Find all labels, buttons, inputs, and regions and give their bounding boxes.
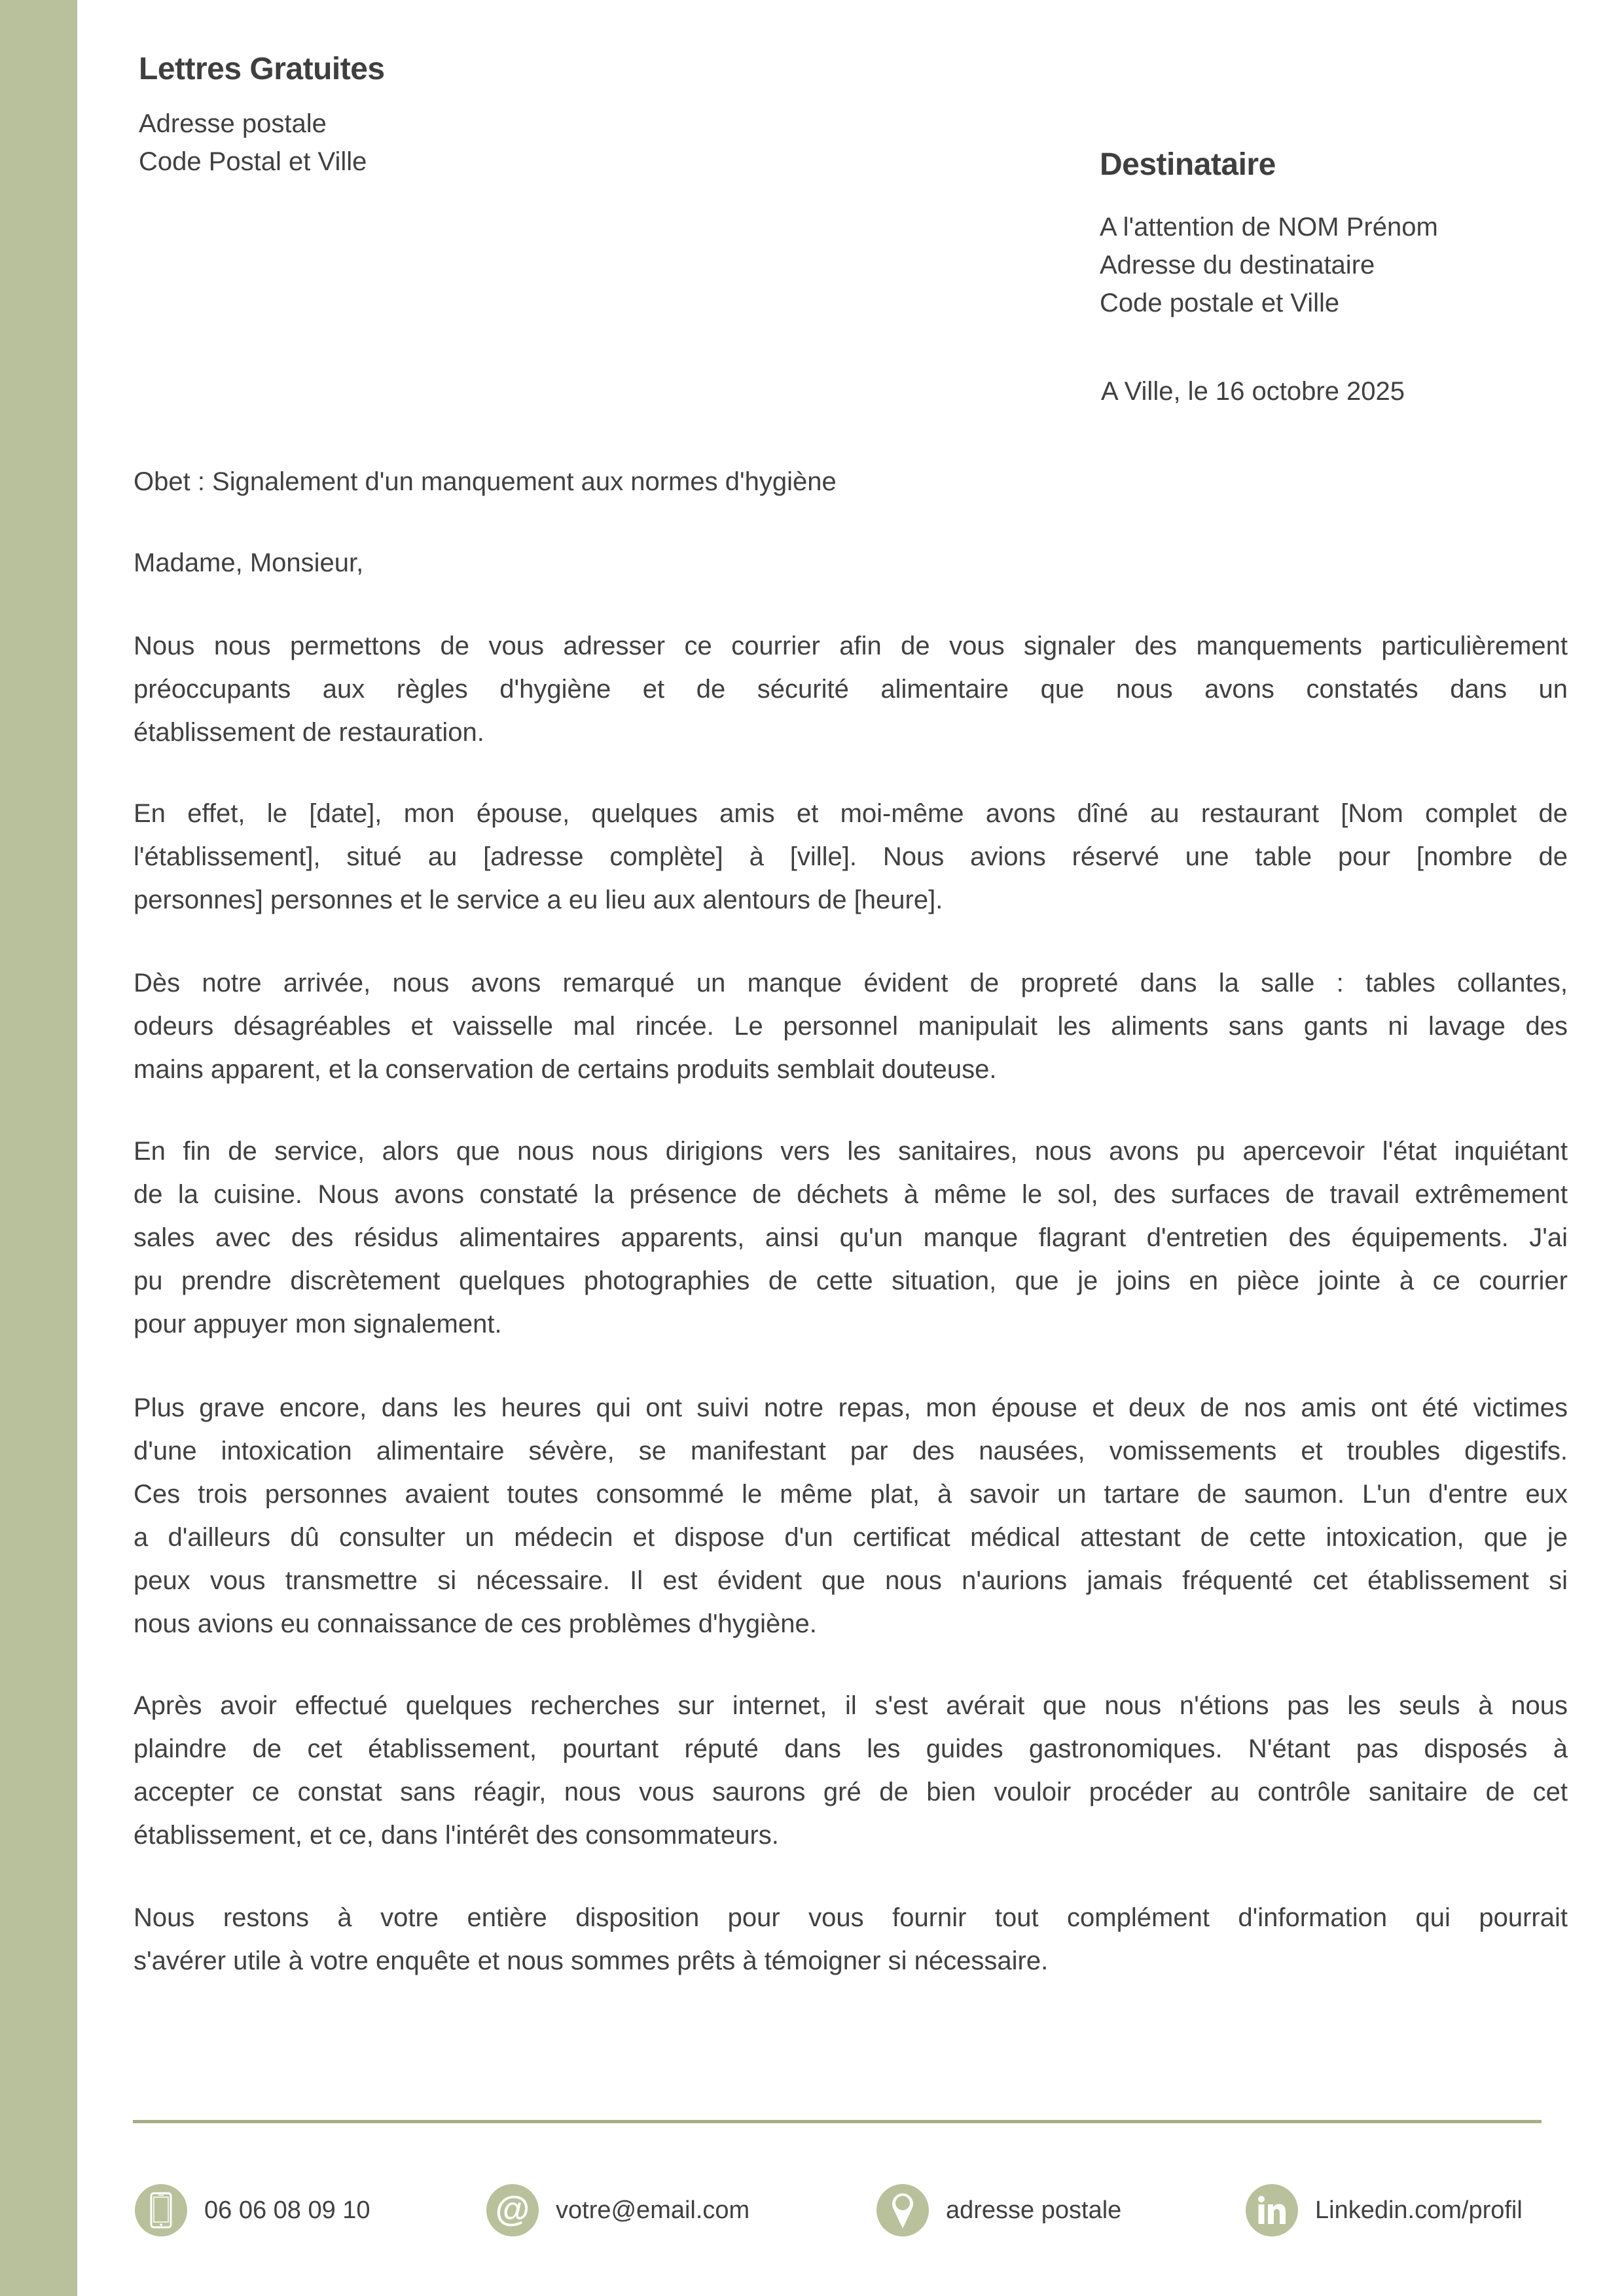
paragraph-line: de la cuisine. Nous avons constaté la présence de déchets à même le sol, des surfaces de travail extrêmement — [134, 1180, 1568, 1209]
paragraph-line: odeurs désagréables et vaisselle mal rincée. Le personnel manipulait les aliments sans gants ni lavage des — [134, 1012, 1568, 1041]
recipient-address — [1100, 208, 1438, 322]
svg-text:@: @ — [496, 2192, 530, 2229]
paragraph-line: mains apparent, et la conservation de certains produits semblait douteuse. — [134, 1055, 997, 1084]
email-address[interactable]: votre@email.com — [556, 2196, 750, 2224]
paragraph-5 — [134, 1386, 1568, 1645]
paragraph-3 — [134, 961, 1568, 1091]
contact-linkedin — [1246, 2184, 1523, 2236]
recipient-title: Destinataire — [1100, 147, 1276, 182]
phone-number[interactable]: 06 06 08 09 10 — [204, 2196, 370, 2224]
paragraph-line: pu prendre discrètement quelques photographies de cette situation, que je joins en pièce jointe à ce courrier — [134, 1266, 1568, 1295]
at-sign-icon — [486, 2184, 539, 2236]
linkedin-profile[interactable]: Linkedin.com/profil — [1315, 2196, 1523, 2224]
paragraph-line: plaindre de cet établissement, pourtant réputé dans les guides gastronomiques. N'étant pas disposés à — [134, 1734, 1568, 1763]
sender-city-line: Code Postal et Ville — [139, 147, 367, 176]
paragraph-line: personnes] personnes et le service a eu lieu aux alentours de [heure]. — [134, 886, 943, 914]
paragraph-line: préoccupants aux règles d'hygiène et de sécurité alimentaire que nous avons constatés dans un — [134, 675, 1568, 704]
sender-address-line: Adresse postale — [139, 109, 327, 138]
salutation-text: Madame, Monsieur, — [134, 548, 364, 577]
paragraph-line: Après avoir effectué quelques recherches sur internet, il s'est avérait que nous n'étions pas les seuls à nous — [134, 1691, 1568, 1720]
recipient-address-line: Adresse du destinataire — [1100, 251, 1375, 279]
paragraph-line: accepter ce constat sans réagir, nous vous saurons gré de bien vouloir procéder au contrôle sanitaire de cet — [134, 1778, 1568, 1806]
paragraph-7 — [134, 1896, 1568, 1982]
letter-date: A Ville, le 16 octobre 2025 — [1101, 377, 1405, 406]
paragraph-line: Nous nous permettons de vous adresser ce courrier afin de vous signaler des manquements particulièrement — [134, 632, 1568, 660]
paragraph-line: établissement de restauration. — [134, 718, 484, 747]
phone-icon — [135, 2184, 187, 2236]
paragraph-line: En fin de service, alors que nous nous dirigions vers les sanitaires, nous avons pu apercevoir l'état inquiétant — [134, 1137, 1568, 1166]
paragraph-line: Plus grave encore, dans les heures qui ont suivi notre repas, mon épouse et deux de nos amis ont été victimes — [134, 1393, 1568, 1422]
map-pin-icon — [876, 2184, 929, 2236]
paragraph-4 — [134, 1130, 1568, 1346]
paragraph-line: En effet, le [date], mon épouse, quelques amis et moi-même avons dîné au restaurant [Nom complet de — [134, 799, 1568, 828]
paragraph-6 — [134, 1684, 1568, 1857]
paragraph-line: peux vous transmettre si nécessaire. Il est évident que nous n'aurions jamais fréquenté cet établissement si — [134, 1566, 1568, 1595]
footer-divider — [133, 2120, 1542, 2123]
recipient-attention-line: A l'attention de NOM Prénom — [1100, 213, 1438, 242]
paragraph-line: pour appuyer mon signalement. — [134, 1310, 502, 1338]
paragraph-line: s'avérer utile à votre enquête et nous sommes prêts à témoigner si nécessaire. — [134, 1946, 1049, 1975]
paragraph-line: a d'ailleurs dû consulter un médecin et dispose d'un certificat médical attestant de cette intoxication, que je — [134, 1523, 1568, 1552]
paragraph-line: d'une intoxication alimentaire sévère, se manifestant par des nausées, vomissements et troubles digestifs. — [134, 1437, 1568, 1465]
letter-subject — [134, 460, 1568, 503]
paragraph-line: l'établissement], situé au [adresse complète] à [ville]. Nous avions réservé une table pour [nombre de — [134, 842, 1568, 871]
paragraph-line: établissement, et ce, dans l'intérêt des consommateurs. — [134, 1821, 779, 1850]
postal-address: adresse postale — [946, 2196, 1122, 2224]
sender-address — [139, 105, 367, 181]
contact-address — [876, 2184, 1121, 2236]
paragraph-1 — [134, 624, 1568, 754]
recipient-city-line: Code postale et Ville — [1100, 289, 1340, 317]
paragraph-line: Ces trois personnes avaient toutes consommé le même plat, à savoir un tartare de saumon. L'un d'entre eux — [134, 1480, 1568, 1509]
subject-text: Obet : Signalement d'un manquement aux normes d'hygiène — [134, 467, 837, 496]
paragraph-line: Nous restons à votre entière disposition pour vous fournir tout complément d'information qui pourrait — [134, 1903, 1568, 1932]
contact-phone — [135, 2184, 370, 2236]
decorative-sidebar — [0, 0, 77, 2296]
contact-email — [486, 2184, 749, 2236]
linkedin-icon — [1246, 2184, 1298, 2236]
sender-name: Lettres Gratuites — [139, 52, 385, 86]
letter-salutation — [134, 541, 1568, 584]
paragraph-line: sales avec des résidus alimentaires apparents, ainsi qu'un manque flagrant d'entretien des équipements. J'ai — [134, 1223, 1568, 1252]
paragraph-line: nous avions eu connaissance de ces problèmes d'hygiène. — [134, 1609, 817, 1638]
paragraph-2 — [134, 792, 1568, 922]
paragraph-line: Dès notre arrivée, nous avons remarqué un manque évident de propreté dans la salle : tables collantes, — [134, 969, 1568, 997]
